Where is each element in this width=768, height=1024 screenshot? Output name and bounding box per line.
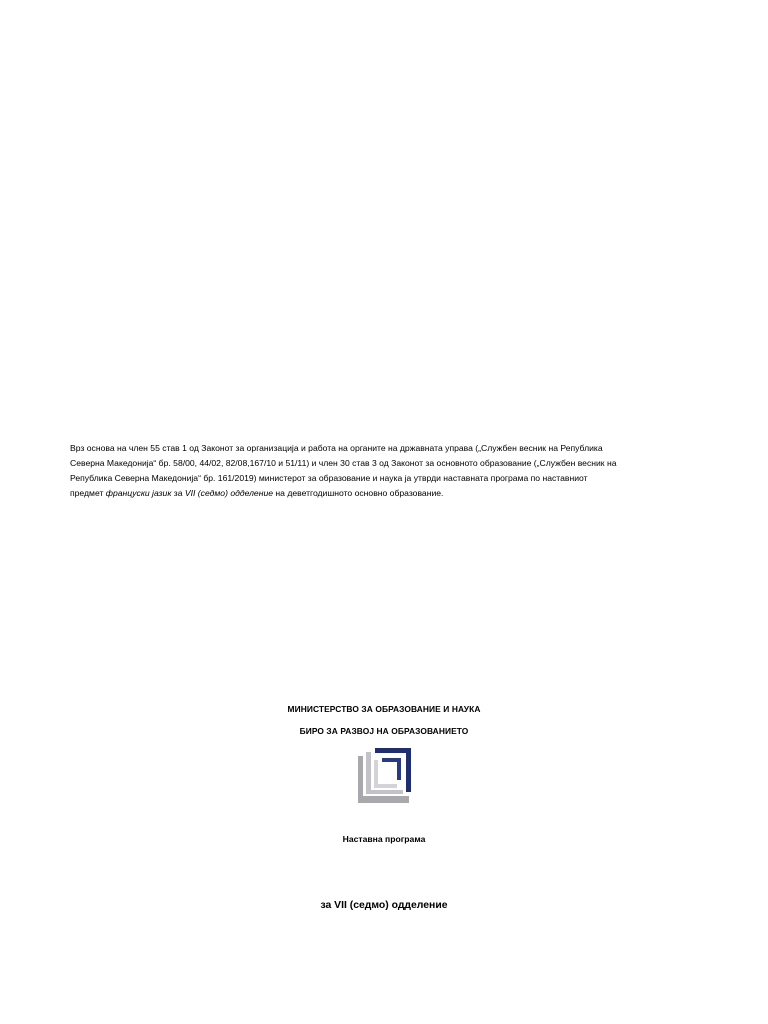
legal-basis-paragraph: [70, 441, 710, 501]
legal-line-4-end: на деветгодишното основно образование.: [273, 488, 444, 498]
bureau-logo-icon: [355, 746, 413, 806]
grade-label: за VII (седмо) одделение: [320, 900, 448, 911]
legal-line-4-mid: за: [171, 488, 185, 498]
ministry-title: МИНИСТЕРСТВО ЗА ОБРАЗОВАНИЕ И НАУКА: [287, 704, 481, 714]
grade-name: VII (седмо) одделение: [184, 488, 274, 498]
subject-name: француски јазик: [105, 488, 172, 498]
program-label: Наставна програма: [342, 834, 426, 844]
legal-line-4-start: предмет: [70, 488, 106, 498]
legal-line-4: [70, 486, 710, 501]
bureau-title: БИРО ЗА РАЗВОЈ НА ОБРАЗОВАНИЕТО: [299, 726, 469, 736]
legal-line-1: Врз основа на член 55 став 1 од Законот за организација и работа на органите на државната управа („Службен весник на Република: [70, 443, 603, 453]
legal-line-2: Северна Македонија“ бр. 58/00, 44/02, 82/08,167/10 и 51/11) и член 30 став 3 од Законот за основното образование („Службен весник на: [70, 458, 617, 468]
legal-line-3: Република Северна Македонија“ бр. 161/2019) министерот за образование и наука ја утврди наставната програма по наставниот: [70, 473, 588, 483]
